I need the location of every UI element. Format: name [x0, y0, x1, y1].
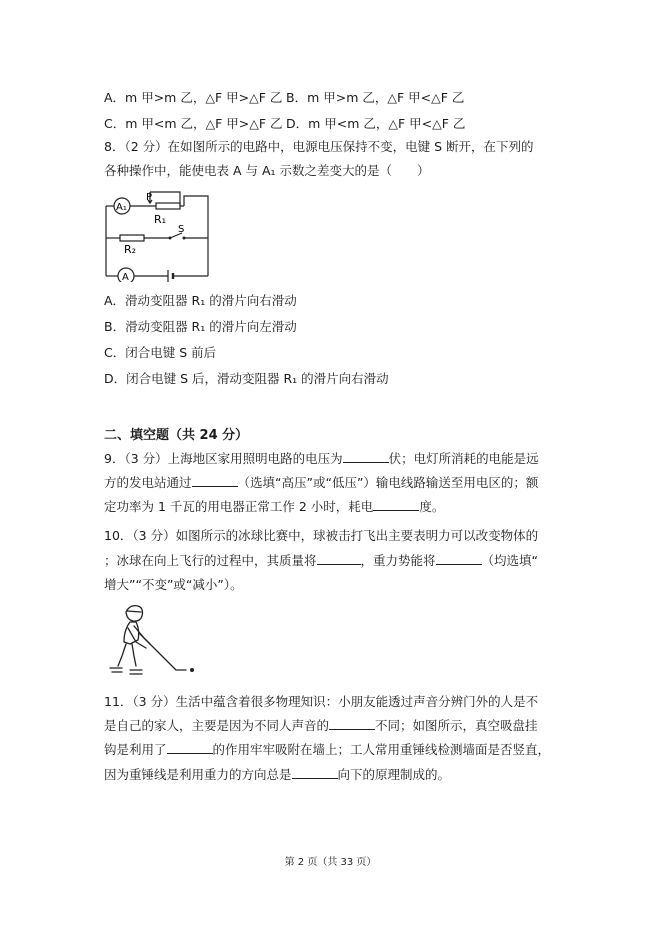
q9-text: 定功率为 1 千瓦的用电器正常工作 2 小时，耗电 [104, 499, 374, 514]
q11-line4 [104, 767, 450, 783]
q8-option-d: D．闭合电键 S 后，滑动变阻器 R₁ 的滑片向右滑动 [104, 371, 389, 386]
q11-text: 的作用牢牢吸附在墙上；工人常用重锤线检测墙面是否竖直， [212, 742, 551, 757]
answer-blank [317, 553, 361, 565]
q9-text: 伏；电灯所消耗的电能是远 [388, 451, 539, 466]
q9-line2 [104, 475, 538, 491]
q10-line2 [104, 553, 538, 569]
q8-option-a: A．滑动变阻器 R₁ 的滑片向右滑动 [104, 293, 297, 308]
q11-line3 [104, 742, 550, 758]
q10-line3: 增大”“不变”或“减小”）。 [104, 577, 243, 592]
ammeter-a-label: A [122, 272, 129, 282]
q8-circuit-diagram [102, 190, 214, 282]
q11-text: 钩是利用了 [104, 742, 167, 757]
q10-text: ，重力势能将 [360, 553, 436, 568]
q9-line3 [104, 499, 444, 515]
page-number-footer: 第 2 页（共 33 页） [284, 857, 377, 868]
q7-option-b: B．m 甲>m 乙，△F 甲<△F 乙 [286, 90, 465, 105]
q7-option-c: C．m 甲<m 乙，△F 甲>△F 乙 [104, 116, 283, 131]
resistor-r1-label: R₁ [154, 213, 167, 226]
q9-text: （选填“高压”或“低压”）输电线路输送至用电区的；额 [237, 475, 539, 490]
answer-blank [343, 451, 389, 463]
q9-text: 度。 [419, 499, 445, 514]
section-title: 二、填空题（共 24 分） [104, 428, 249, 443]
answer-blank [436, 553, 482, 565]
ammeter-a1-label: A₁ [116, 202, 127, 213]
q11-line1: 11．（3 分）生活中蕴含着很多物理知识：小朋友能透过声音分辨门外的人是不 [104, 694, 539, 709]
q9-line1 [104, 451, 539, 467]
q10-line1: 10．（3 分）如图所示的冰球比赛中，球被击打飞出主要表明力可以改变物体的 [104, 528, 539, 543]
answer-blank [329, 718, 375, 730]
switch-contact [183, 237, 186, 240]
q11-text: 是自己的家人，主要是因为不同人声音的 [104, 718, 330, 733]
q8-option-c: C．闭合电键 S 前后 [104, 345, 217, 360]
q8-stem-line2: 各种操作中，能使电表 A 与 A₁ 示数之差变大的是（ ） [104, 163, 430, 178]
resistor-r2-label: R₂ [124, 243, 137, 256]
answer-blank [192, 475, 238, 487]
answer-blank [292, 767, 338, 779]
q9-text: 方的发电站通过 [104, 475, 192, 490]
q11-line2 [104, 718, 538, 734]
q10-text: （均选填“ [481, 553, 539, 568]
slider-p-label: P [146, 192, 153, 203]
q11-text: 向下的原理制成的。 [337, 767, 451, 782]
answer-blank [373, 499, 419, 511]
switch-contact [169, 237, 172, 240]
q8-stem-line1: 8．（2 分）在如图所示的电路中，电源电压保持不变，电键 S 断开，在下列的 [104, 139, 534, 154]
q7-option-a: A．m 甲>m 乙，△F 甲>△F 乙 [104, 90, 283, 105]
puck [190, 668, 194, 672]
answer-blank [167, 742, 213, 754]
switch-s-label: S [178, 224, 185, 235]
ice-hockey-player-illustration [100, 600, 200, 680]
q11-text: 因为重锤线是利用重力的方向总是 [104, 767, 292, 782]
q7-option-d: D．m 甲<m 乙，△F 甲<△F 乙 [286, 116, 466, 131]
q9-text: 9．（3 分）上海地区家用照明电路的电压为 [104, 451, 343, 466]
q10-text: ；冰球在向上飞行的过程中，其质量将 [104, 553, 317, 568]
q11-text: 不同；如图所示，真空吸盘挂 [375, 718, 538, 733]
q8-option-b: B．滑动变阻器 R₁ 的滑片向左滑动 [104, 319, 297, 334]
